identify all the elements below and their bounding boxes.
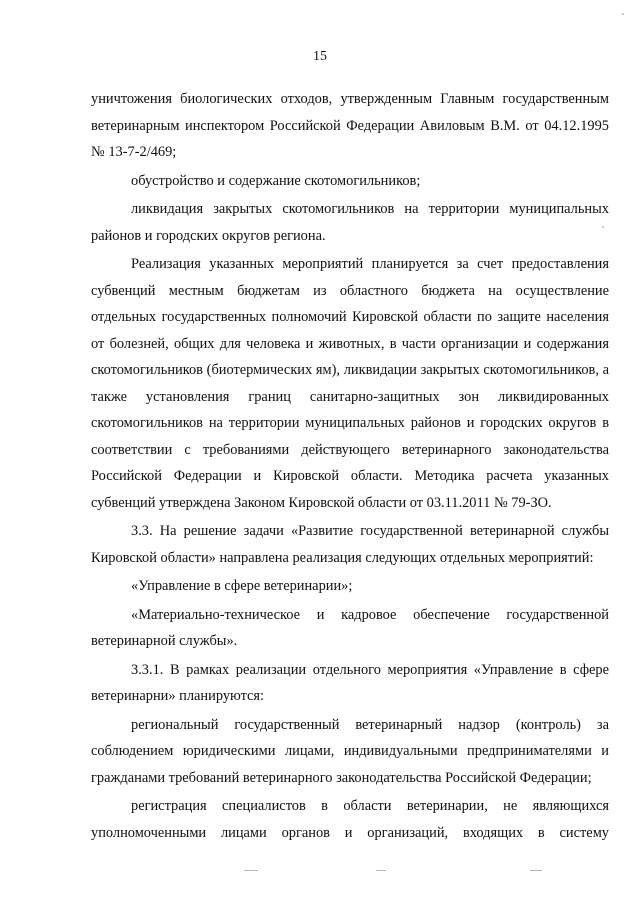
paragraph-arrangement: обустройство и содержание скотомогильников; [131, 172, 421, 189]
paragraph-section-3-3-1: 3.3.1. В рамках реализации отдельного мероприятия «Управление в сфере ветеринарни» планируются: [91, 661, 609, 704]
paragraph-material-support-item: «Материально-техническое и кадровое обеспечение государственной ветеринарной службы». [91, 606, 609, 649]
document-body [91, 86, 609, 848]
paragraph-subventions: Реализация указанных мероприятий планируется за счет предоставления субвенций местным бюджетам из областного бюджета на осуществление отдельных государственных полномочий Кировской области по защите населения от болезней, общих для человека и животных, в части организации и содержания скотомогильников (биотермических ям), ликвидации закрытых скотомогильников, а также установления границ санитарно-защитных зон ликвидированных скотомогильников на территории муниципальных районов и городских округов в соответствии с требованиями действующего ветеринарного законодательства Российской Федерации и Кировской области. Методика расчета указанных субвенций утверждена Законом Кировской области от 03.11.2011 № 79-ЗО. [91, 256, 609, 511]
paragraph-section-3-3: 3.3. На решение задачи «Развитие государственной ветеринарной службы Кировской области» направлена реализация следующих отдельных мероприятий: [91, 523, 609, 566]
paragraph-liquidation: ликвидация закрытых скотомогильников на территории муниципальных районов и городских округов региона. [91, 201, 609, 244]
page-number: 15 [313, 49, 327, 64]
scan-speck-side [602, 226, 604, 228]
scan-mark-right [530, 870, 542, 871]
paragraph-management-item: «Управление в сфере ветеринарии»; [131, 578, 353, 594]
scan-mark-center [376, 870, 386, 871]
scan-mark-left [244, 870, 258, 871]
paragraph-regional-supervision: региональный государственный ветеринарный надзор (контроль) за соблюдением юридическими лицами, индивидуальными предпринимателями и гражданами требований ветеринарного законодательства Российской Федерации; [91, 716, 609, 786]
scan-speck-top [622, 13, 624, 15]
paragraph-biowaste-rules: уничтожения биологических отходов, утвержденным Главным государственным ветеринарным инспектором Российской Федерации Авиловым В.М. от 04.12.1995 № 13-7-2/469; [91, 91, 609, 160]
paragraph-registration: регистрация специалистов в области ветеринарии, не являющихся уполномоченными лицами органов и организаций, входящих в систему [91, 798, 609, 841]
